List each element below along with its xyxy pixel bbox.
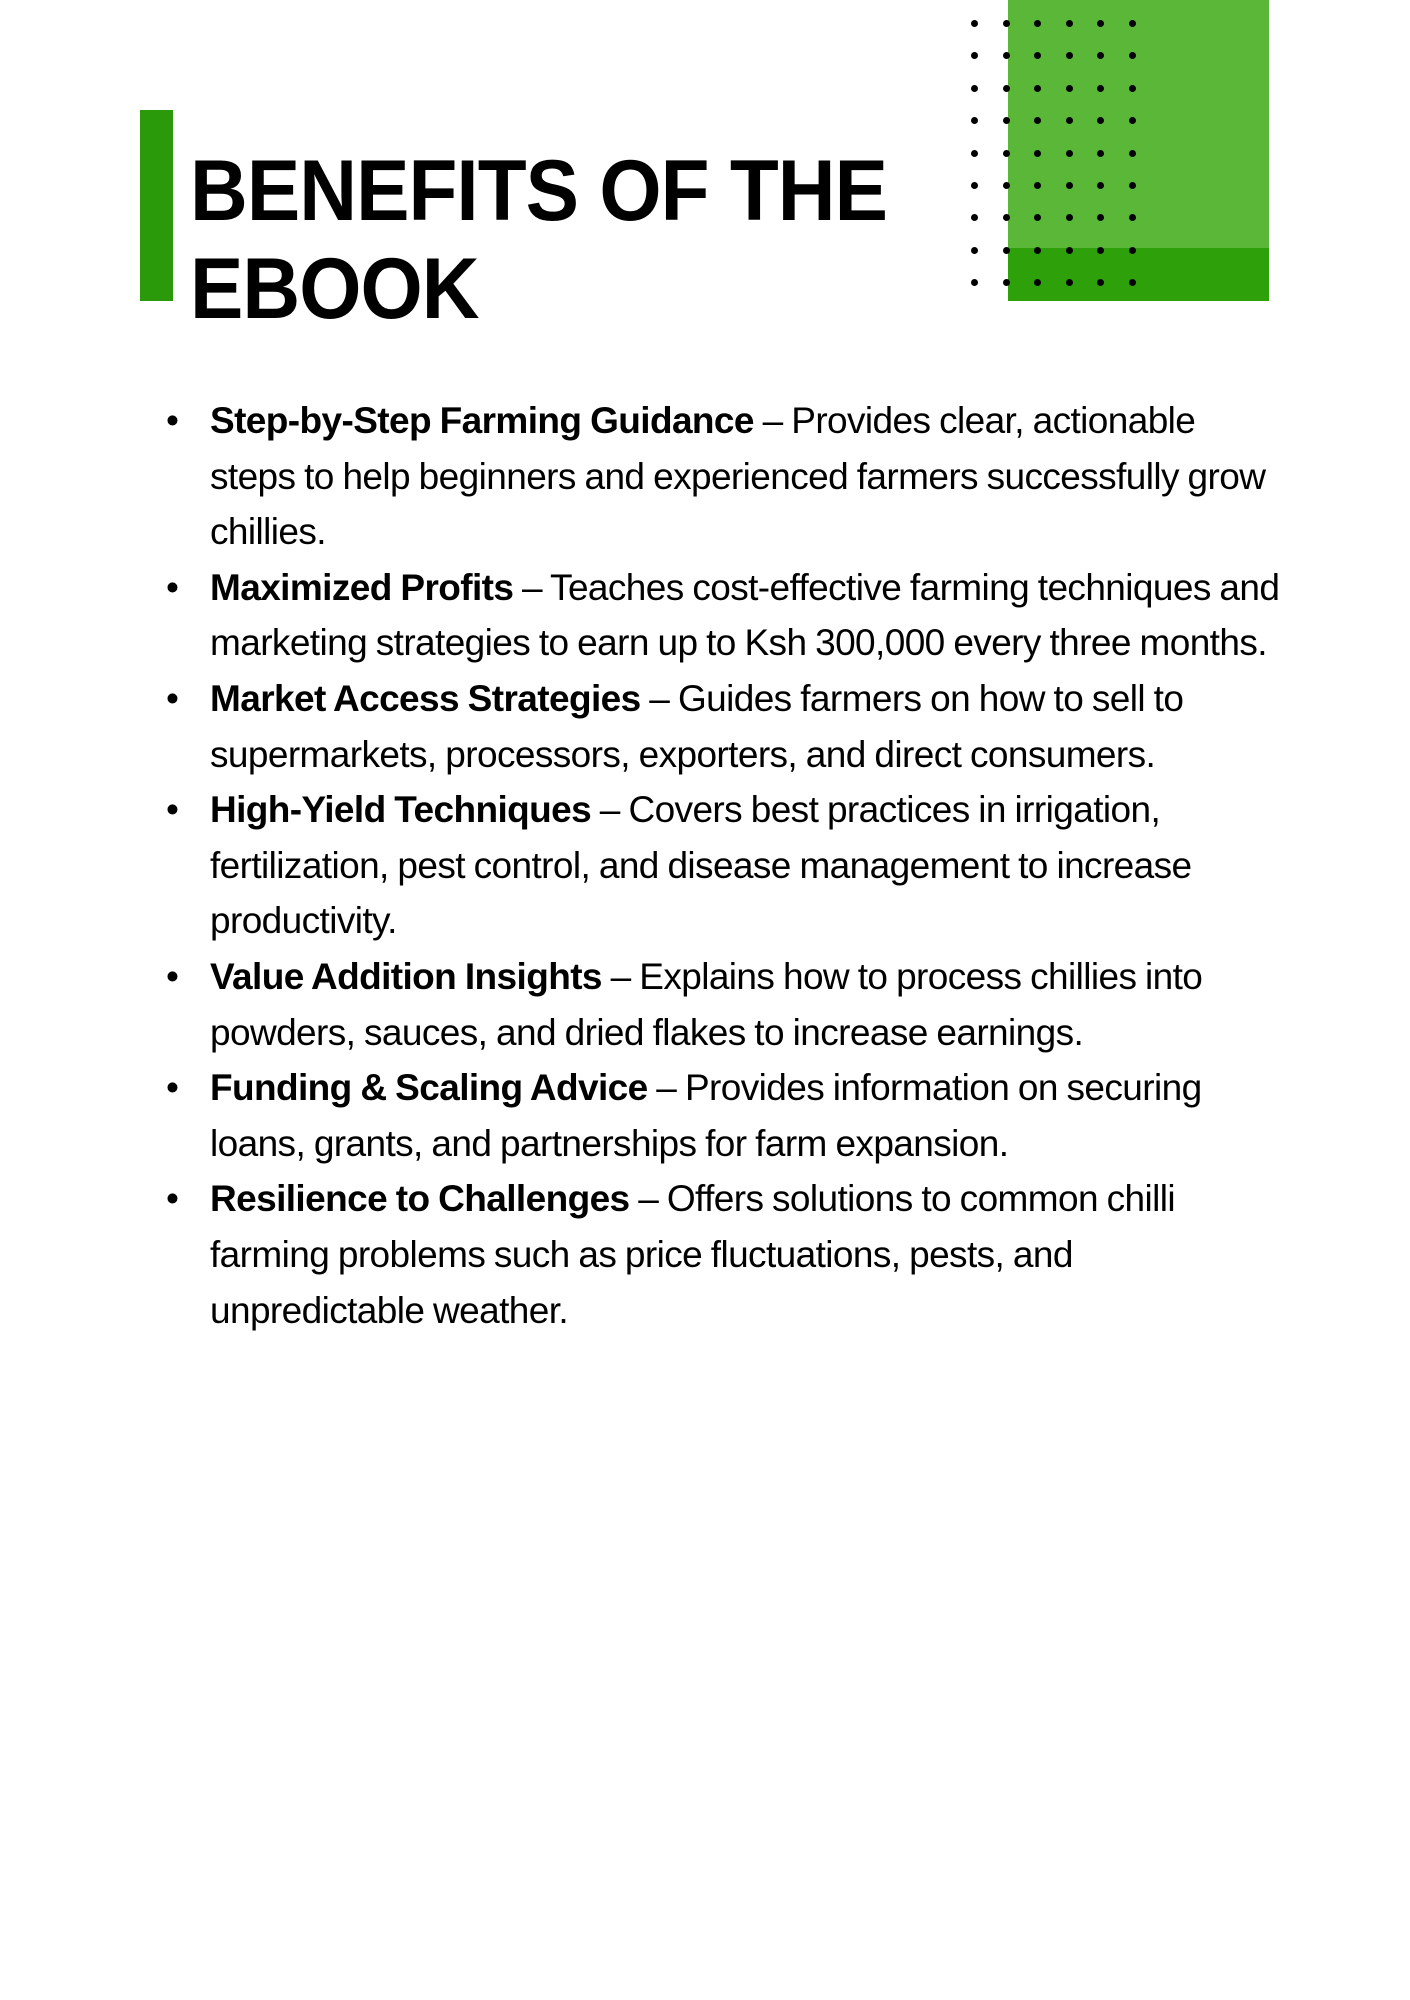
decorative-dot <box>1066 247 1073 254</box>
decorative-dot <box>1097 117 1104 124</box>
decorative-dot <box>1066 117 1073 124</box>
benefit-item <box>162 949 1282 1060</box>
benefit-heading: Market Access Strategies <box>210 677 641 719</box>
decorative-dot <box>1034 182 1041 189</box>
benefits-list <box>162 393 1282 1338</box>
decorative-dot <box>1097 214 1104 221</box>
decorative-dot <box>1034 214 1041 221</box>
decorative-dot <box>971 214 978 221</box>
decorative-dot <box>1034 117 1041 124</box>
decorative-dot <box>1129 182 1136 189</box>
decorative-dot <box>971 182 978 189</box>
benefit-description: Teaches cost-effective farming techniques and marketing strategies to earn up to Ksh 300,000 every three months. <box>210 566 1280 664</box>
decorative-dot <box>1066 85 1073 92</box>
page-title <box>190 142 934 338</box>
bullet-icon: • <box>166 677 179 719</box>
decorative-dot <box>1066 150 1073 157</box>
decorative-dot <box>1034 52 1041 59</box>
decorative-dot <box>971 279 978 286</box>
bullet-icon: • <box>166 566 179 608</box>
page-title-line-1: BENEFITS OF THE <box>190 143 888 239</box>
title-accent-bar <box>140 110 173 301</box>
decorative-dot <box>1129 85 1136 92</box>
decorative-dot <box>1003 20 1010 27</box>
benefit-description: Covers best practices in irrigation, fertilization, pest control, and disease management to increase productivity. <box>210 789 1192 942</box>
benefit-description: Provides information on securing loans, grants, and partnerships for farm expansion. <box>210 1067 1202 1164</box>
benefit-item <box>162 782 1282 949</box>
decorative-dot <box>1003 247 1010 254</box>
decorative-dot <box>1129 150 1136 157</box>
decorative-dot <box>971 117 978 124</box>
decorative-dot <box>1097 52 1104 59</box>
decorative-dot <box>1034 20 1041 27</box>
benefit-heading: Maximized Profits <box>210 566 514 608</box>
bullet-icon: • <box>166 400 179 441</box>
decorative-dot <box>1034 85 1041 92</box>
bullet-icon: • <box>166 1067 179 1109</box>
benefit-separator: – <box>640 677 678 719</box>
decorative-dot <box>971 20 978 27</box>
decorative-dot <box>1097 247 1104 254</box>
bullet-icon: • <box>166 1178 179 1220</box>
benefit-separator: – <box>753 400 792 441</box>
decorative-dot <box>1003 85 1010 92</box>
benefit-separator: – <box>629 1178 667 1220</box>
decorative-dot <box>1097 182 1104 189</box>
decorative-dot <box>1003 52 1010 59</box>
benefit-description: Offers solutions to common chilli farming problems such as price fluctuations, pests, and unpredictable weather. <box>210 1178 1175 1331</box>
decorative-dot <box>1129 247 1136 254</box>
decorative-dot <box>971 52 978 59</box>
benefit-item <box>162 560 1282 671</box>
decorative-dot <box>971 150 978 157</box>
benefit-heading: Step-by-Step Farming Guidance <box>210 400 754 441</box>
decorative-dot <box>1034 247 1041 254</box>
decorative-dot <box>1066 214 1073 221</box>
benefit-item <box>162 671 1282 782</box>
decorative-dot <box>1003 150 1010 157</box>
benefit-separator: – <box>601 955 640 997</box>
benefit-separator: – <box>513 566 551 608</box>
decorative-dot <box>1097 20 1104 27</box>
decorative-dot <box>1129 52 1136 59</box>
decorative-dot <box>1129 214 1136 221</box>
decorative-dot <box>1066 52 1073 59</box>
page-title-line-2: EBOOK <box>190 241 479 337</box>
decorative-dot <box>1034 150 1041 157</box>
benefit-heading: Funding & Scaling Advice <box>210 1067 648 1109</box>
decorative-dot <box>1003 182 1010 189</box>
benefit-separator: – <box>591 789 629 831</box>
benefit-heading: High-Yield Techniques <box>210 789 592 831</box>
decorative-dot <box>1129 117 1136 124</box>
decorative-dot <box>1129 20 1136 27</box>
decorative-dot <box>1097 85 1104 92</box>
decorative-dot <box>1003 279 1010 286</box>
benefit-description: Guides farmers on how to sell to supermarkets, processors, exporters, and direct consumers. <box>210 677 1184 775</box>
bullet-icon: • <box>166 789 179 831</box>
decorative-dot <box>1066 20 1073 27</box>
benefit-heading: Resilience to Challenges <box>210 1178 630 1220</box>
benefit-item <box>162 393 1282 560</box>
decorative-dot <box>1003 117 1010 124</box>
bullet-icon: • <box>166 955 179 997</box>
decorative-dot <box>1034 279 1041 286</box>
decorative-dot <box>1066 279 1073 286</box>
decorative-dot <box>1003 214 1010 221</box>
benefit-separator: – <box>647 1067 685 1109</box>
benefit-heading: Value Addition Insights <box>210 955 602 997</box>
decorative-dot <box>1097 150 1104 157</box>
benefit-description: Explains how to process chillies into powders, sauces, and dried flakes to increase earnings. <box>210 955 1203 1053</box>
benefit-description: Provides clear, actionable steps to help beginners and experienced farmers successfully grow chillies. <box>210 400 1266 553</box>
decorative-dot <box>1097 279 1104 286</box>
decorative-dot-grid <box>971 20 1161 300</box>
decorative-dot <box>1129 279 1136 286</box>
benefit-item <box>162 1171 1282 1338</box>
benefit-item <box>162 1060 1282 1171</box>
decorative-dot <box>1066 182 1073 189</box>
decorative-dot <box>971 85 978 92</box>
decorative-dot <box>971 247 978 254</box>
